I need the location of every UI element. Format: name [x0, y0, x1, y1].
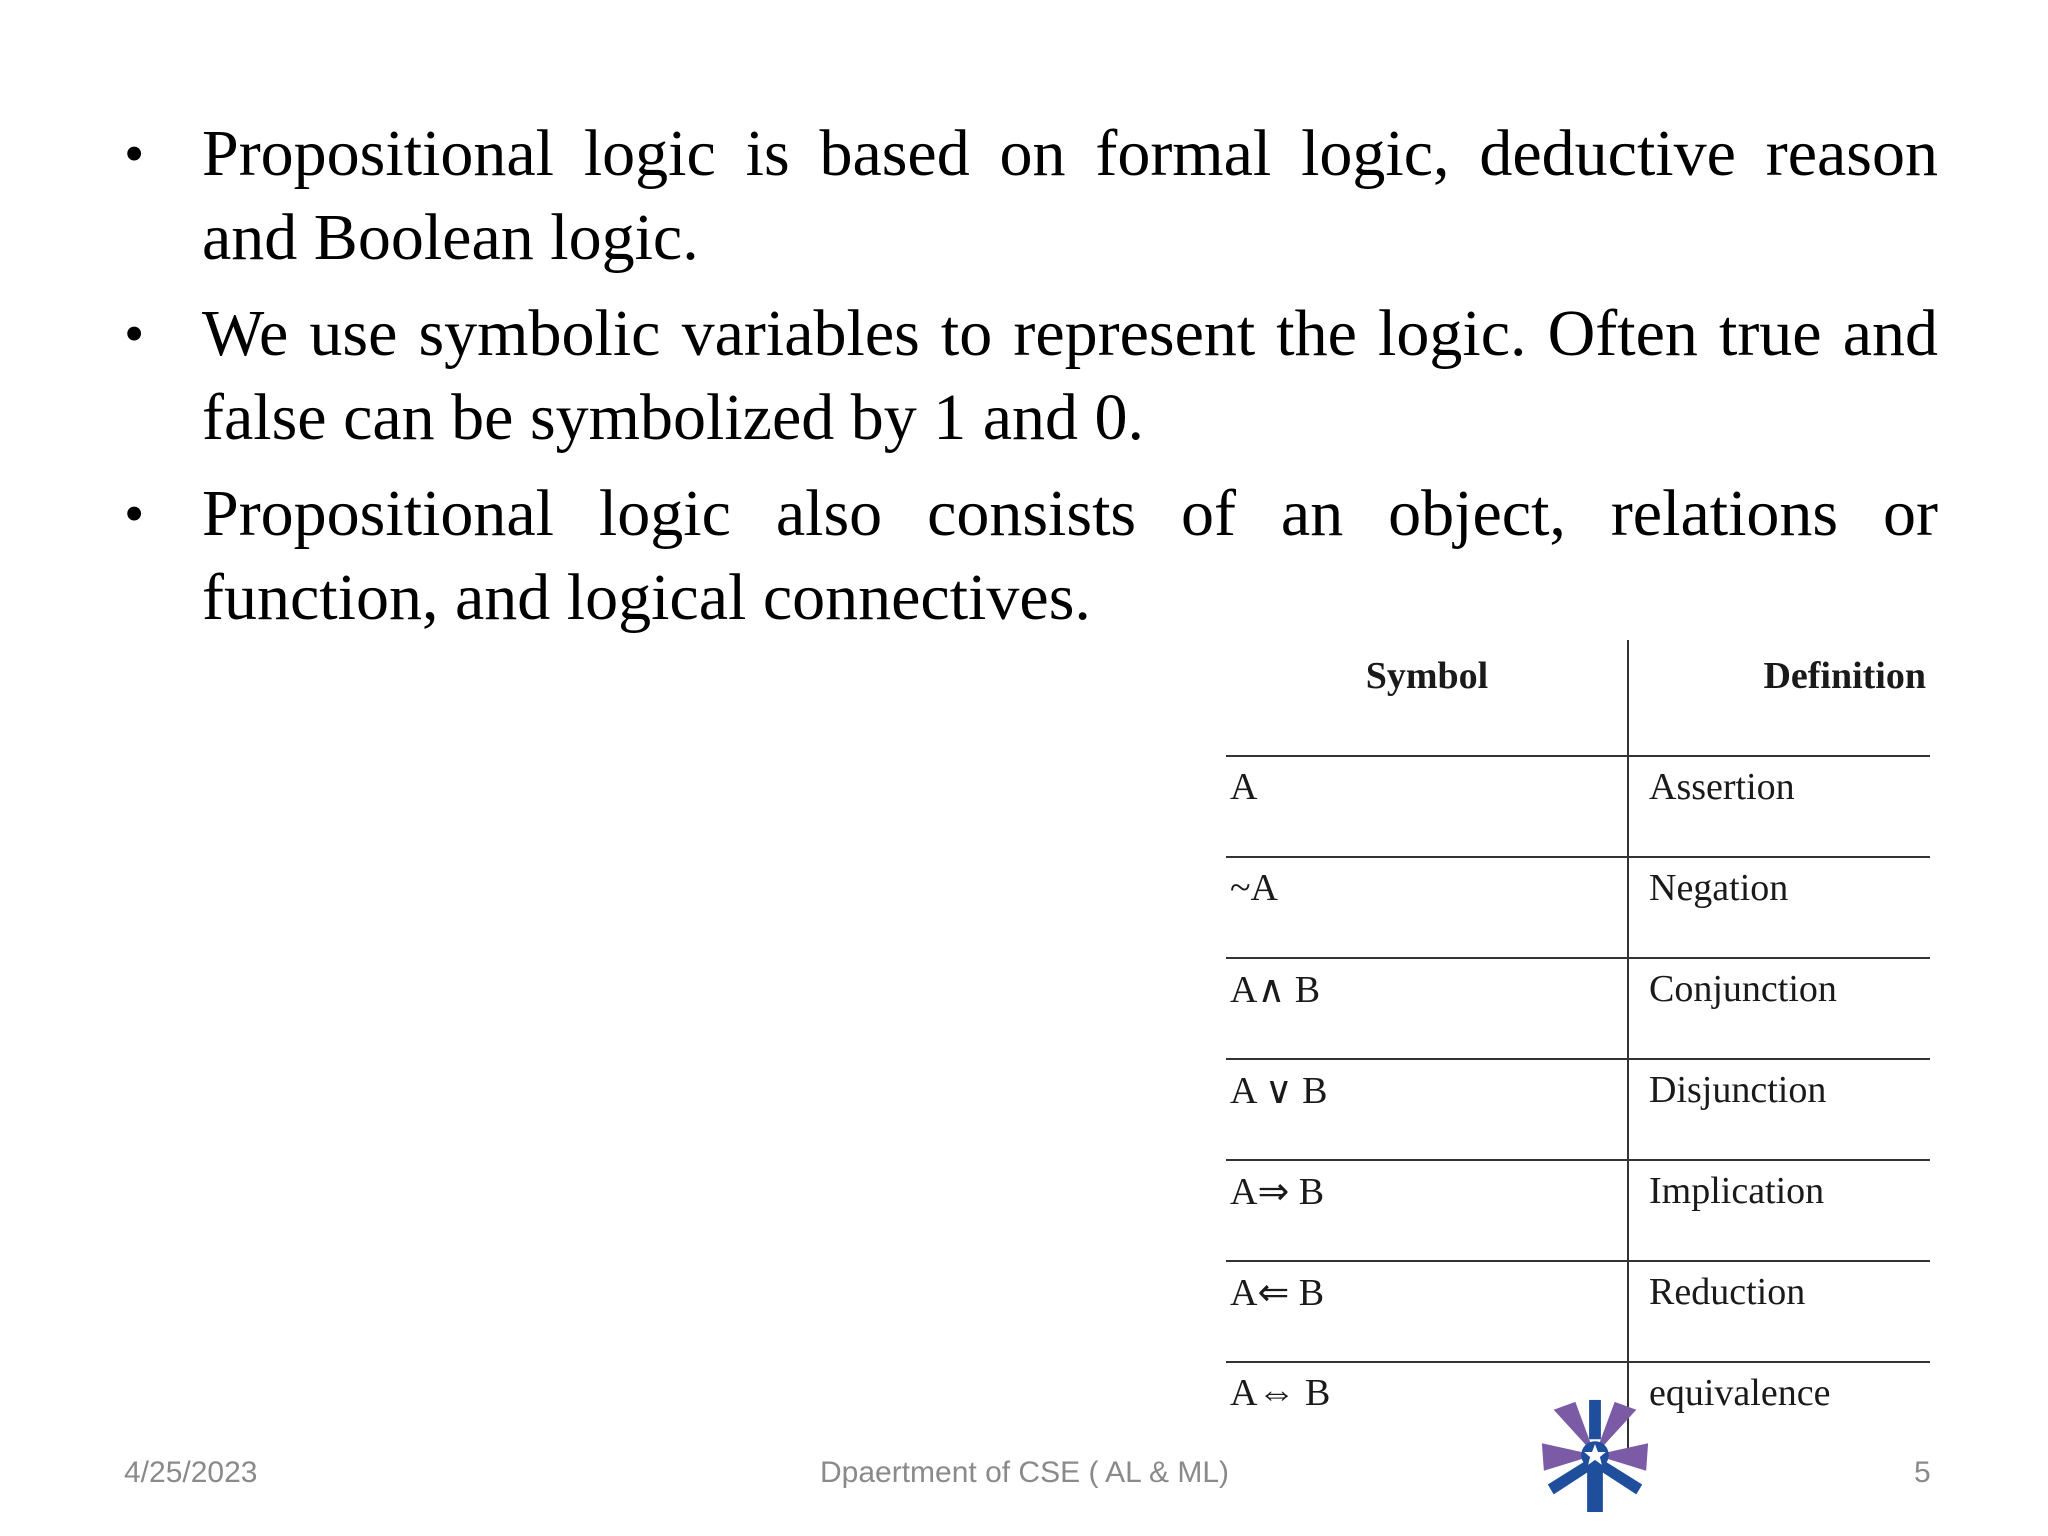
footer-department: Dpaertment of CSE ( AL & ML) [820, 1456, 1230, 1489]
table-row [1226, 756, 1930, 857]
definition-cell: Reduction [1628, 1261, 1930, 1362]
symbol-cell: A ∨ B [1226, 1059, 1628, 1160]
column-header-definition: Definition [1628, 640, 1930, 756]
bullet-dot-icon: • [124, 301, 145, 366]
table-row [1226, 1059, 1930, 1160]
table-row [1226, 857, 1930, 958]
bullet-list [118, 112, 1938, 652]
bullet-text: Propositional logic is based on formal logic, deductive reason and Boolean logic. [202, 117, 1938, 274]
definition-cell: Implication [1628, 1160, 1930, 1261]
table-row [1226, 1160, 1930, 1261]
table-header-row [1226, 640, 1930, 756]
definition-cell: Negation [1628, 857, 1930, 958]
bullet-item [118, 292, 1938, 460]
bullet-item [118, 112, 1938, 280]
table-row [1226, 1261, 1930, 1362]
symbol-cell: A [1226, 756, 1628, 857]
column-header-symbol: Symbol [1365, 655, 1489, 697]
definition-cell: Disjunction [1628, 1059, 1930, 1160]
definition-cell: Conjunction [1628, 958, 1930, 1059]
bullet-text: We use symbolic variables to represent the logic. Often true and false can be symbolized by 1 and 0. [202, 297, 1938, 454]
definition-cell: equivalence [1628, 1362, 1930, 1462]
table-row [1226, 958, 1930, 1059]
institution-logo-icon [1536, 1396, 1654, 1514]
bullet-dot-icon: • [124, 121, 145, 186]
footer-date: 4/25/2023 [124, 1456, 258, 1489]
symbol-cell: A∧ B [1226, 958, 1628, 1059]
bullet-text: Propositional logic also consists of an object, relations or function, and logical connectives. [202, 477, 1938, 634]
symbol-cell: A⇐ B [1226, 1261, 1628, 1362]
bullet-dot-icon: • [124, 481, 145, 546]
symbol-cell: A⇔ B [1226, 1362, 1628, 1462]
page-number: 5 [1914, 1456, 1931, 1489]
symbol-cell: ~A [1226, 857, 1628, 958]
definition-cell: Assertion [1628, 756, 1930, 857]
bullet-item [118, 472, 1938, 640]
logic-symbol-table [1226, 640, 1930, 1462]
symbol-cell: A⇒ B [1226, 1160, 1628, 1261]
